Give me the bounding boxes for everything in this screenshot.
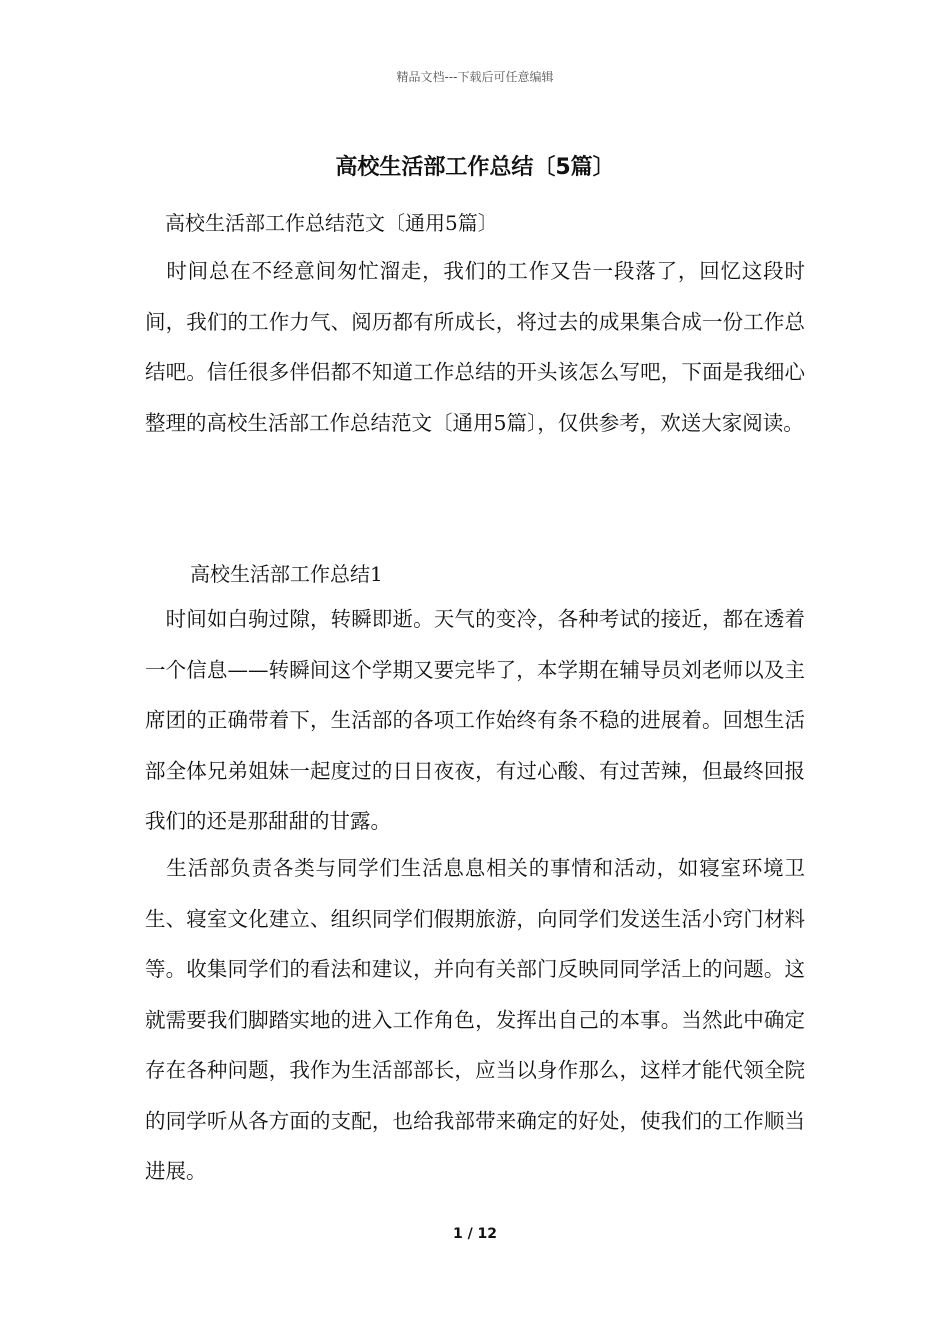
page-header: 精品文档---下载后可任意编辑	[396, 70, 554, 84]
section-heading-1: 高校生活部工作总结1	[190, 562, 383, 586]
intro-paragraph: 时间总在不经意间匆忙溜走，我们的工作又告一段落了，回忆这段时间，我们的工作力气、阅历都有所成长，将过去的成果集合成一份工作总结吧。信任很多伴侣都不知道工作总结的开头该怎么写吧，下面是我细心整理的高校生活部工作总结范文〔通用5篇〕，仅供参考，欢送大家阅读。	[145, 259, 805, 435]
page-number: 1 / 12	[452, 1226, 498, 1242]
section1-paragraph-1: 时间如白驹过隙，转瞬即逝。天气的变冷，各种考试的接近，都在透着一个信息——转瞬间这个学期又要完毕了，本学期在辅导员刘老师以及主席团的正确带着下，生活部的各项工作始终有条不稳的进展着。回想生活部全体兄弟姐妹一起度过的日日夜夜，有过心酸、有过苦辣，但最终回报我们的还是那甜甜的甘露。	[145, 607, 805, 833]
section1-paragraph-2: 生活部负责各类与同学们生活息息相关的事情和活动，如寝室环境卫生、寝室文化建立、组织同学们假期旅游，向同学们发送生活小窍门材料等。收集同学们的看法和建议，并向有关部门反映同同学活上的问题。这就需要我们脚踏实地的进入工作角色，发挥出自己的本事。当然此中确定存在各种问题，我作为生活部部长，应当以身作那么，这样才能代领全院的同学听从各方面的支配，也给我部带来确定的好处，使我们的工作顺当进展。	[145, 856, 805, 1183]
document-subtitle: 高校生活部工作总结范文〔通用5篇〕	[165, 211, 498, 235]
document-title: 高校生活部工作总结〔5篇〕	[335, 155, 615, 180]
